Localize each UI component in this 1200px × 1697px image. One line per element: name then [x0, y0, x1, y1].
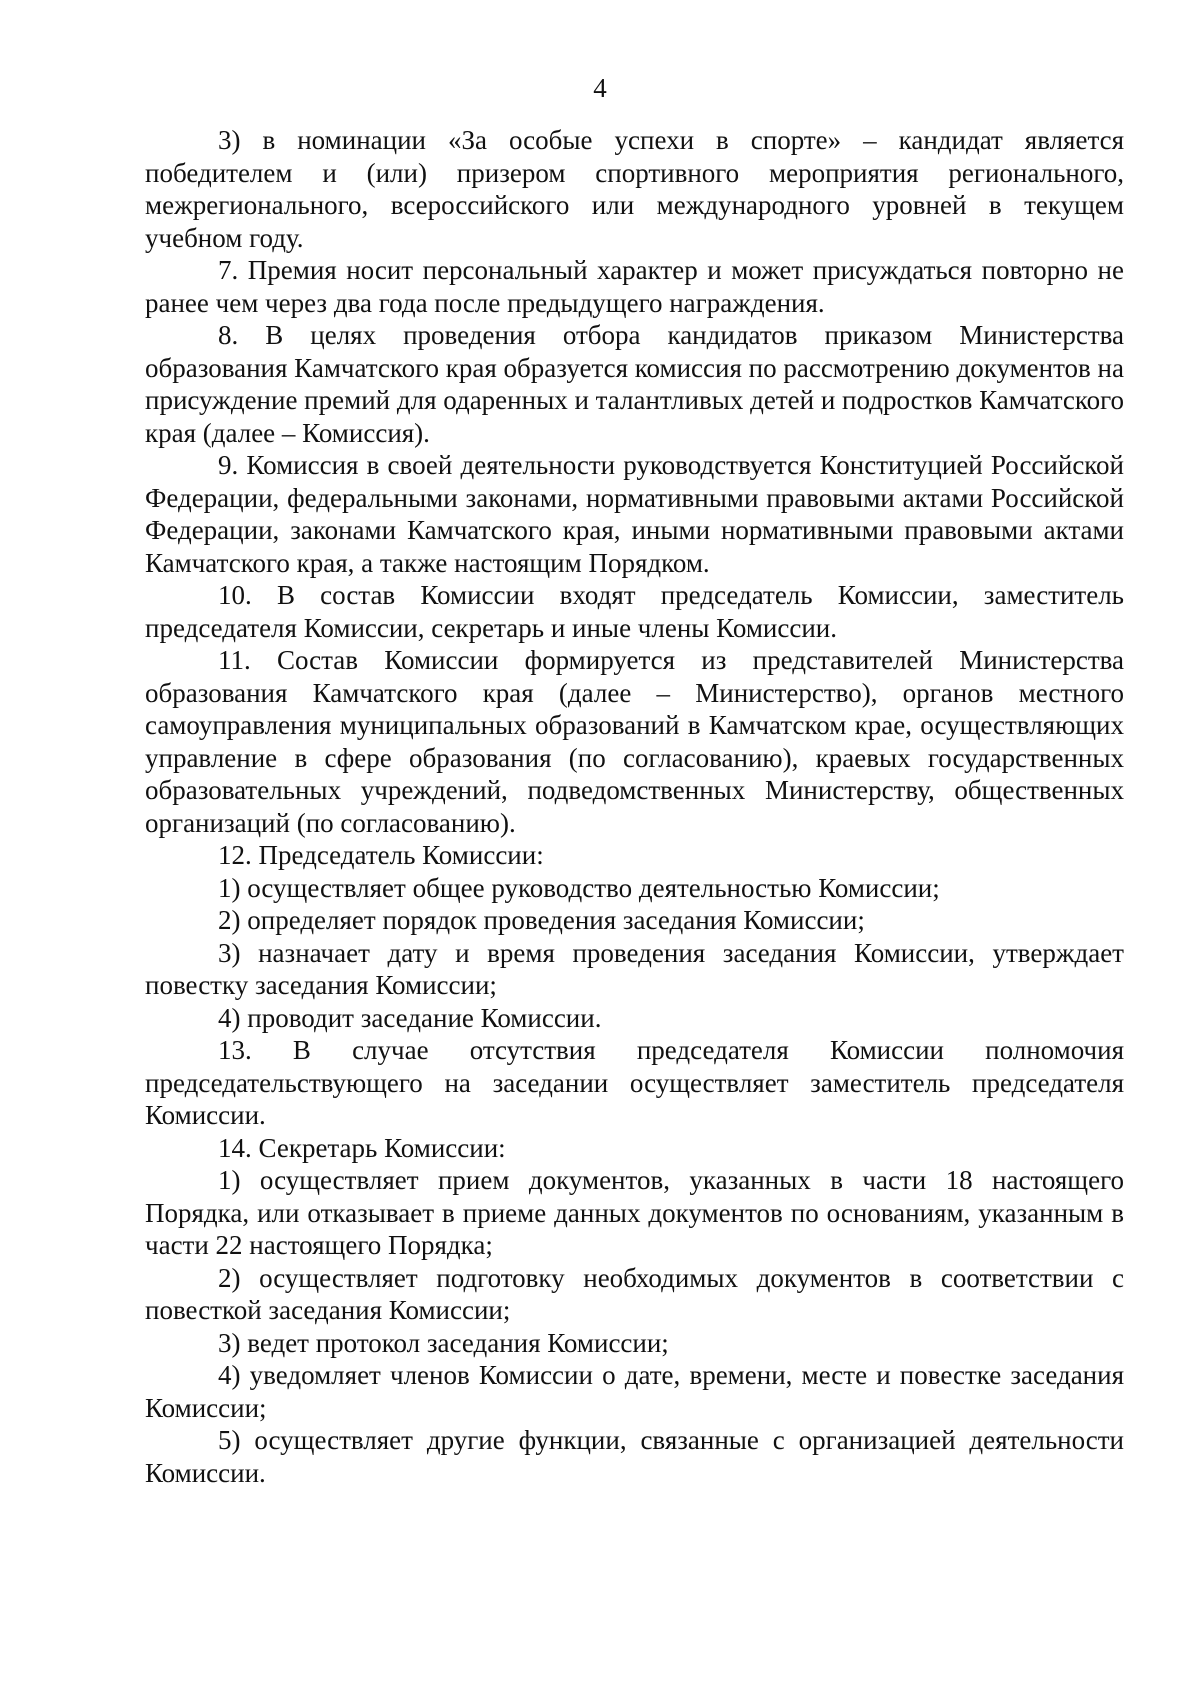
paragraph-12-item-4: 4) проводит заседание Комиссии. — [218, 1002, 602, 1033]
page-number: 4 — [593, 73, 607, 103]
paragraph-12-heading: 12. Председатель Комиссии: — [218, 840, 544, 870]
paragraph-7: 7. Премия носит персональный характер и может присуждаться повторно не ранее чем через два года после предыдущего награждения. — [145, 255, 1124, 318]
paragraph-13: 13. В случае отсутствия председателя Комиссии полномочия председательствующего на заседании осуществляет заместитель председателя Комиссии. — [145, 1035, 1124, 1130]
paragraph-item-3-sport: 3) в номинации «За особые успехи в спорте» – кандидат является победителем и (или) призером спортивного мероприятия регионального, межрегионального, всероссийского или международного уровней в текущем учебном году. — [145, 125, 1124, 253]
paragraph-14-item-3: 3) ведет протокол заседания Комиссии; — [218, 1327, 669, 1358]
paragraph-14-item-2: 2) осуществляет подготовку необходимых документов в соответствии с повесткой заседания Комиссии; — [145, 1262, 1124, 1325]
paragraph-14-item-1: 1) осуществляет прием документов, указанных в части 18 настоящего Порядка, или отказывает в приеме данных документов по основаниям, указанным в части 22 настоящего Порядка; — [145, 1165, 1124, 1260]
paragraph-14-item-5: 5) осуществляет другие функции, связанные с организацией деятельности Комиссии. — [145, 1425, 1124, 1488]
document-body — [145, 124, 1124, 1489]
paragraph-9: 9. Комиссия в своей деятельности руководствуется Конституцией Российской Федерации, федеральными законами, нормативными правовыми актами Российской Федерации, законами Камчатского края, иными нормативными правовыми актами Камчатского края, а также настоящим Порядком. — [145, 450, 1124, 578]
paragraph-11: 11. Состав Комиссии формируется из представителей Министерства образования Камчатского края (далее – Министерство), органов местного самоуправления муниципальных образований в Камчатском крае, осуществляющих управление в сфере образования (по согласованию), краевых государственных образовательных учреждений, подведомственных Министерству, общественных организаций (по согласованию). — [145, 645, 1124, 838]
paragraph-10: 10. В состав Комиссии входят председатель Комиссии, заместитель председателя Комиссии, секретарь и иные члены Комиссии. — [145, 580, 1124, 643]
paragraph-12-item-1: 1) осуществляет общее руководство деятельностью Комиссии; — [218, 872, 940, 903]
paragraph-12-item-2: 2) определяет порядок проведения заседания Комиссии; — [218, 905, 865, 935]
paragraph-8: 8. В целях проведения отбора кандидатов приказом Министерства образования Камчатского края образуется комиссия по рассмотрению документов на присуждение премий для одаренных и талантливых детей и подростков Камчатского края (далее – Комиссия). — [145, 320, 1124, 448]
paragraph-14-item-4: 4) уведомляет членов Комиссии о дате, времени, месте и повестке заседания Комиссии; — [145, 1360, 1124, 1423]
paragraph-14-heading: 14. Секретарь Комиссии: — [218, 1132, 506, 1163]
paragraph-12-item-3: 3) назначает дату и время проведения заседания Комиссии, утверждает повестку заседания Комиссии; — [145, 937, 1124, 1000]
